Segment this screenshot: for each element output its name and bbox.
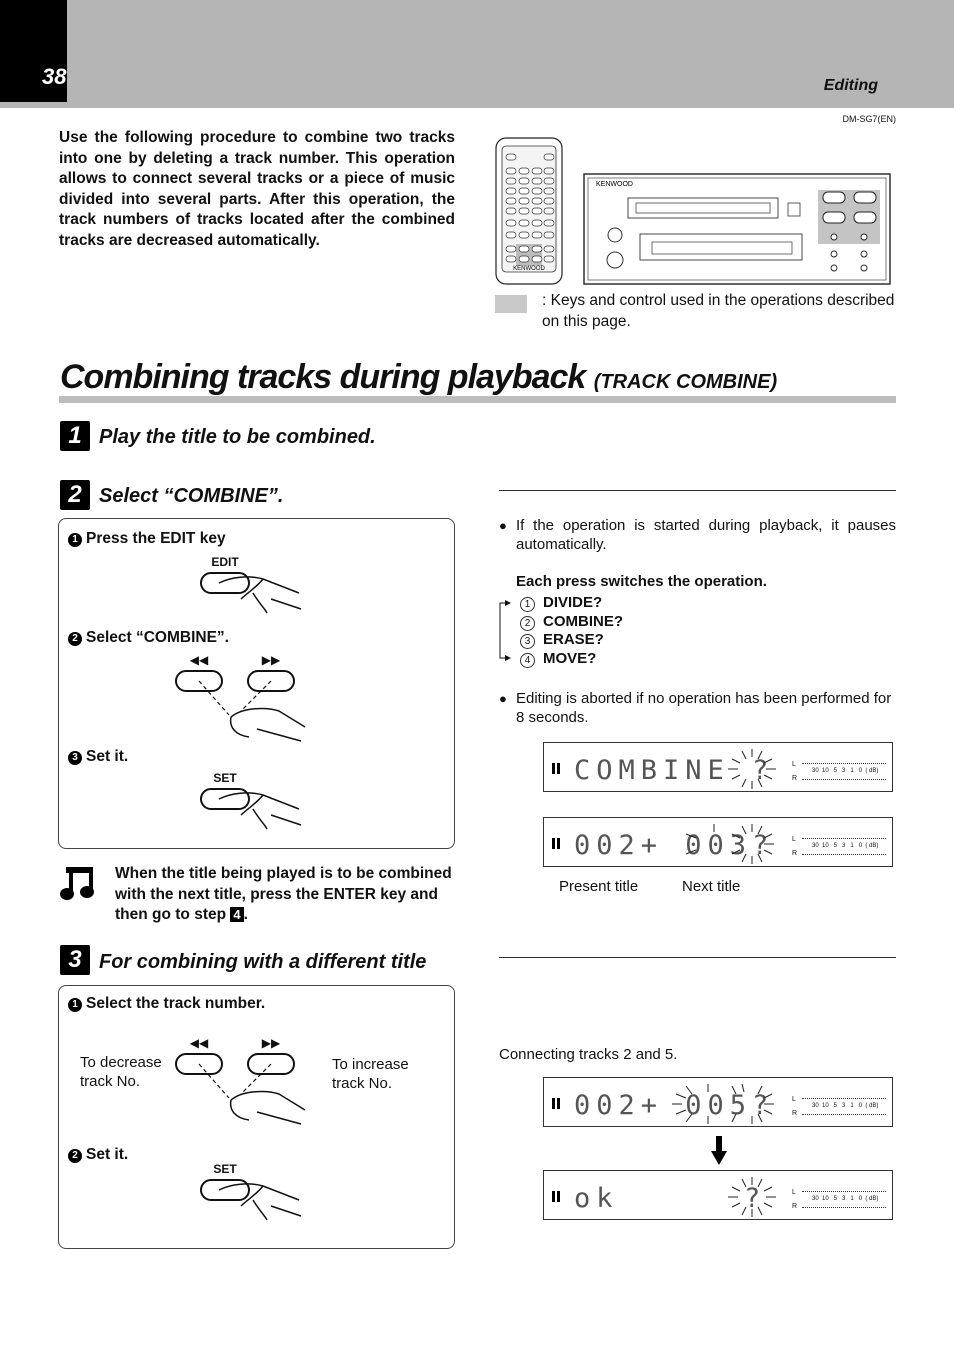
pause-icon <box>552 838 561 849</box>
meter-r: R <box>792 1203 798 1210</box>
note-text: Editing is aborted if no operation has been performed for 8 seconds. <box>516 690 892 726</box>
display-tracks-2 <box>543 1077 893 1127</box>
step-1-number: 1 <box>60 421 90 451</box>
skip-keys-illustration[interactable] <box>171 1050 311 1128</box>
model-code: DM-SG7(EN) <box>842 114 896 124</box>
operation-label: MOVE? <box>543 649 597 667</box>
display-tracks <box>543 817 893 867</box>
music-note-icon <box>60 864 96 902</box>
intro-paragraph: Use the following procedure to combine two tracks into one by deleting a track number. This operation allows to connect several tracks or a piece of music divided into several parts. After this operation, the track numbers of tracks located after the combined tracks are decreased automatically. <box>59 129 455 249</box>
each-press-text: Each press switches the operation. <box>516 573 767 590</box>
step-3-sub-1 <box>68 995 265 1013</box>
remote-brand: KENWOOD <box>513 266 545 272</box>
meter-l: L <box>792 836 796 843</box>
edit-key-illustration[interactable] <box>197 569 307 615</box>
note-1 <box>499 516 896 554</box>
tip-step-ref: 4 <box>230 907 243 922</box>
sub-label: Select “COMBINE”. <box>86 629 229 646</box>
note-2 <box>499 689 896 727</box>
meter-bar-r <box>802 1114 886 1115</box>
tip-text <box>115 864 455 926</box>
operation-label: DIVIDE? <box>543 594 603 611</box>
skip-keys-illustration[interactable] <box>171 667 311 745</box>
display-text: COMBINE ? <box>574 755 775 786</box>
operation-item <box>520 631 623 650</box>
step-3-number: 3 <box>60 945 90 975</box>
next-key-label: ▶▶ <box>261 653 281 667</box>
tip-body: When the title being played is to be combined with the next title, press the ENTER key and then go to step <box>115 865 452 924</box>
bullet-icon: ● <box>499 691 507 706</box>
set-key-illustration[interactable] <box>197 785 307 831</box>
step-2-sub-3 <box>68 748 128 766</box>
sub-label: Select the track number. <box>86 995 266 1012</box>
meter-bar-r <box>802 854 886 855</box>
legend-swatch <box>495 295 527 313</box>
pause-icon <box>552 1098 561 1109</box>
sub-number: 2 <box>68 1149 82 1163</box>
step-1-title: Play the title to be combined. <box>99 426 376 448</box>
sub-number: 1 <box>68 998 82 1012</box>
display-combine <box>543 742 893 792</box>
blink-rays-icon <box>722 1173 782 1219</box>
operation-label: COMBINE? <box>543 612 623 630</box>
meter-scale: 30 10 5 3 1 0 ( dB) <box>812 1103 879 1109</box>
operation-number: 3 <box>520 634 535 649</box>
meter-r: R <box>792 775 798 782</box>
meter-bar-l <box>802 1191 886 1192</box>
pause-icon <box>552 1191 561 1202</box>
down-arrow-icon <box>710 1136 728 1166</box>
cycle-arrow-icon <box>496 598 516 664</box>
sub-label: Set it. <box>86 748 129 765</box>
meter-scale: 30 10 5 3 1 0 ( dB) <box>812 1196 879 1202</box>
operation-item <box>520 594 623 613</box>
display-text: 002+ 003? <box>574 830 775 861</box>
next-title-label: Next title <box>682 878 741 895</box>
increase-label: To increase track No. <box>332 1056 409 1092</box>
meter-l: L <box>792 1189 796 1196</box>
section-title: Editing <box>823 77 878 94</box>
prev-key-label: ◀◀ <box>189 653 209 667</box>
header-bar <box>0 0 954 108</box>
prev-key-label: ◀◀ <box>189 1036 209 1050</box>
meter-scale: 30 10 5 3 1 0 ( dB) <box>812 768 879 774</box>
step-2-sub-2 <box>68 629 229 647</box>
bullet-icon: ● <box>499 518 507 533</box>
step-3-sub-2 <box>68 1146 128 1164</box>
title-sub: (TRACK COMBINE) <box>593 371 778 393</box>
operation-item <box>520 650 623 669</box>
meter-bar-r <box>802 1207 886 1208</box>
legend-text: : Keys and control used in the operations described on this page. <box>542 292 895 330</box>
set-key-illustration[interactable] <box>197 1176 307 1222</box>
divider <box>499 490 896 491</box>
blink-rays-icon <box>664 820 784 866</box>
pause-icon <box>552 763 561 774</box>
meter-bar-r <box>802 779 886 780</box>
present-title-label: Present title <box>559 878 639 895</box>
remote-control <box>496 138 562 284</box>
operation-list <box>520 594 623 668</box>
next-key-label: ▶▶ <box>261 1036 281 1050</box>
decrease-label: To decrease track No. <box>80 1054 162 1090</box>
meter-bar-l <box>802 838 886 839</box>
edit-key-label: EDIT <box>211 555 239 569</box>
step-2-box <box>58 518 455 849</box>
operation-item <box>520 613 623 632</box>
operation-number: 4 <box>520 653 535 668</box>
meter-bar-l <box>802 1098 886 1099</box>
meter-r: R <box>792 1110 798 1117</box>
md-deck <box>584 174 890 284</box>
title-rule <box>59 396 896 403</box>
step-2-number: 2 <box>60 480 90 510</box>
note-text: If the operation is started during playback, it pauses automatically. <box>516 517 896 553</box>
display-text: 002+ 005? <box>574 1090 775 1121</box>
meter-l: L <box>792 1096 796 1103</box>
blink-rays-icon <box>722 745 782 791</box>
title-main: Combining tracks during playback <box>60 358 586 396</box>
set-key-label: SET <box>213 771 237 785</box>
display-text: ok <box>574 1183 619 1214</box>
deck-brand: KENWOOD <box>596 181 633 188</box>
step-2-sub-1 <box>68 530 226 548</box>
meter-r: R <box>792 850 798 857</box>
operation-number: 1 <box>520 597 535 612</box>
page-title <box>60 358 777 397</box>
step-2-title: Select “COMBINE”. <box>99 485 284 507</box>
sub-number: 2 <box>68 632 82 646</box>
operation-label: ERASE? <box>543 631 604 648</box>
device-illustration <box>494 136 896 288</box>
display-ok <box>543 1170 893 1220</box>
display-question: ? <box>744 1183 761 1214</box>
sub-label: Set it. <box>86 1146 129 1163</box>
meter-l: L <box>792 761 796 768</box>
tip-end: . <box>243 906 248 924</box>
divider <box>499 957 896 958</box>
meter-scale: 30 10 5 3 1 0 ( dB) <box>812 843 879 849</box>
sub-number: 3 <box>68 751 82 765</box>
step-3-box <box>58 985 455 1249</box>
blink-rays-icon <box>662 1080 784 1126</box>
sub-label: Press the EDIT key <box>86 530 226 547</box>
page-number: 38 <box>42 64 67 89</box>
set-key-label: SET <box>213 1162 237 1176</box>
operation-number: 2 <box>520 616 535 631</box>
meter-bar-l <box>802 763 886 764</box>
sub-number: 1 <box>68 533 82 547</box>
step-3-title: For combining with a different title <box>99 951 427 973</box>
connecting-caption: Connecting tracks 2 and 5. <box>499 1046 678 1063</box>
